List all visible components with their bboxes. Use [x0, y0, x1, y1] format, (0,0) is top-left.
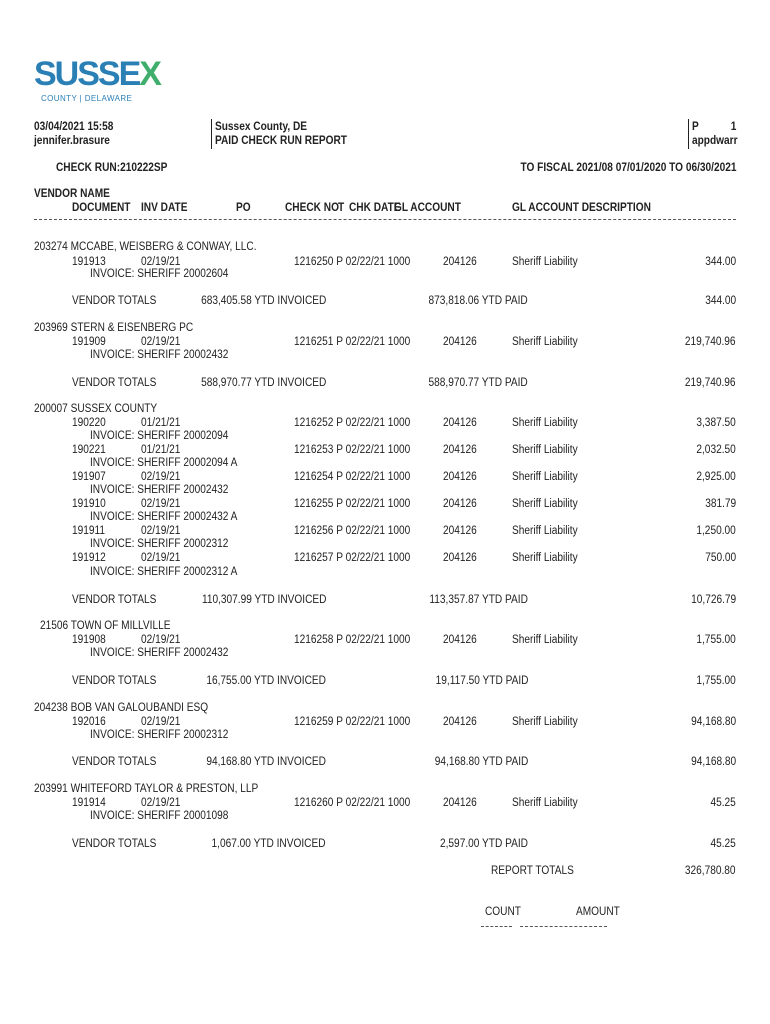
header-divider-left: [211, 119, 212, 149]
ytd-invoiced: 110,307.99 YTD INVOICED: [201, 594, 326, 606]
vendor-header: 204238 BOB VAN GALOUBANDI ESQ: [34, 702, 209, 714]
page-number: 1: [730, 121, 736, 133]
invoice-date: 01/21/21: [141, 417, 181, 429]
fiscal-range: TO FISCAL 2021/08 07/01/2020 TO 06/30/2021: [519, 162, 736, 174]
gl-account: 204126: [443, 444, 477, 456]
document-number: 191909: [72, 336, 106, 348]
gl-account: 204126: [443, 552, 477, 564]
gl-description: Sheriff Liability: [512, 797, 578, 809]
sussex-county-logo: [34, 56, 159, 112]
vendor-header: 200007 SUSSEX COUNTY: [34, 403, 158, 415]
col-vendor-name: VENDOR NAME: [34, 188, 110, 200]
vendor-header: 21506 TOWN OF MILLVILLE: [40, 620, 171, 632]
line-amount: 45.25: [710, 797, 736, 809]
summary-count-label: COUNT: [485, 906, 521, 918]
summary-amount-label: AMOUNT: [576, 906, 620, 918]
gl-description: Sheriff Liability: [512, 471, 578, 483]
gl-description: Sheriff Liability: [512, 498, 578, 510]
report-datetime: 03/04/2021 15:58: [34, 121, 114, 133]
document-number: 190220: [72, 417, 106, 429]
vendor-header: 203991 WHITEFORD TAYLOR & PRESTON, LLP: [34, 783, 259, 795]
page-label: P: [692, 121, 699, 133]
ytd-paid: 94,168.80 YTD PAID: [434, 756, 528, 768]
check-info: 1216255 P 02/22/21 1000: [294, 498, 411, 510]
line-amount: 94,168.80: [690, 716, 736, 728]
col-inv-date: INV DATE: [141, 202, 188, 214]
invoice-reference: INVOICE: SHERIFF 20002604: [90, 268, 229, 280]
line-amount: 2,925.00: [696, 471, 736, 483]
gl-description: Sheriff Liability: [512, 256, 578, 268]
invoice-reference: INVOICE: SHERIFF 20002432 A: [90, 511, 238, 523]
gl-description: Sheriff Liability: [512, 552, 578, 564]
summary-count-rule: [481, 926, 512, 927]
ytd-paid: 588,970.77 YTD PAID: [428, 377, 528, 389]
invoice-reference: INVOICE: SHERIFF 20002312: [90, 729, 229, 741]
document-number: 191907: [72, 471, 106, 483]
vendor-totals-label: VENDOR TOTALS: [72, 756, 157, 768]
summary-amount-rule: [520, 926, 607, 927]
vendor-totals-label: VENDOR TOTALS: [72, 594, 157, 606]
invoice-date: 02/19/21: [141, 498, 181, 510]
vendor-header: 203274 MCCABE, WEISBERG & CONWAY, LLC.: [34, 241, 257, 253]
ytd-paid: 113,357.87 YTD PAID: [429, 594, 528, 606]
check-run-id: CHECK RUN:210222SP: [56, 162, 168, 174]
gl-account: 204126: [443, 634, 477, 646]
col-document: DOCUMENT: [72, 202, 131, 214]
vendor-totals-label: VENDOR TOTALS: [72, 295, 157, 307]
invoice-reference: INVOICE: SHERIFF 20002432: [90, 484, 229, 496]
col-check-no: CHECK NO: [285, 202, 339, 214]
gl-account: 204126: [443, 525, 477, 537]
ytd-paid: 873,818.06 YTD PAID: [428, 295, 528, 307]
gl-account: 204126: [443, 336, 477, 348]
ytd-paid: 19,117.50 YTD PAID: [435, 675, 528, 687]
vendor-header: 203969 STERN & EISENBERG PC: [34, 322, 194, 334]
check-info: 1216256 P 02/22/21 1000: [294, 525, 411, 537]
line-amount: 750.00: [705, 552, 736, 564]
invoice-date: 02/19/21: [141, 525, 181, 537]
invoice-date: 02/19/21: [141, 716, 181, 728]
vendor-total-amount: 94,168.80: [690, 756, 736, 768]
check-info: 1216260 P 02/22/21 1000: [294, 797, 411, 809]
report-user: jennifer.brasure: [34, 135, 110, 147]
ytd-paid: 2,597.00 YTD PAID: [440, 838, 528, 850]
gl-description: Sheriff Liability: [512, 716, 578, 728]
ytd-invoiced: 94,168.80 YTD INVOICED: [206, 756, 326, 768]
document-number: 190221: [72, 444, 106, 456]
gl-account: 204126: [443, 417, 477, 429]
document-number: 191910: [72, 498, 106, 510]
col-po: PO: [236, 202, 251, 214]
gl-description: Sheriff Liability: [512, 336, 578, 348]
gl-account: 204126: [443, 471, 477, 483]
check-info: 1216253 P 02/22/21 1000: [294, 444, 411, 456]
invoice-reference: INVOICE: SHERIFF 20002094 A: [90, 457, 238, 469]
vendor-totals-label: VENDOR TOTALS: [72, 377, 157, 389]
header-divider-right: [688, 119, 689, 149]
gl-description: Sheriff Liability: [512, 525, 578, 537]
check-info: 1216259 P 02/22/21 1000: [294, 716, 411, 728]
line-amount: 1,250.00: [696, 525, 736, 537]
logo-subtitle: COUNTY | DELAWARE: [41, 94, 133, 103]
gl-description: Sheriff Liability: [512, 634, 578, 646]
check-info: 1216254 P 02/22/21 1000: [294, 471, 411, 483]
invoice-date: 02/19/21: [141, 256, 181, 268]
vendor-total-amount: 45.25: [710, 838, 736, 850]
col-gl-description: GL ACCOUNT DESCRIPTION: [512, 202, 651, 214]
gl-account: 204126: [443, 716, 477, 728]
report-totals-amount: 326,780.80: [685, 865, 736, 877]
vendor-total-amount: 1,755.00: [696, 675, 736, 687]
document-number: 191912: [72, 552, 106, 564]
line-amount: 344.00: [705, 256, 736, 268]
line-amount: 381.79: [705, 498, 736, 510]
line-amount: 1,755.00: [696, 634, 736, 646]
gl-description: Sheriff Liability: [512, 444, 578, 456]
vendor-totals-label: VENDOR TOTALS: [72, 838, 157, 850]
invoice-reference: INVOICE: SHERIFF 20002432: [90, 647, 229, 659]
check-info: 1216250 P 02/22/21 1000: [294, 256, 411, 268]
line-amount: 3,387.50: [696, 417, 736, 429]
invoice-reference: INVOICE: SHERIFF 20002432: [90, 349, 229, 361]
document-number: 191911: [72, 525, 106, 537]
col-chk-date: CHK DATE: [349, 202, 401, 214]
invoice-reference: INVOICE: SHERIFF 20002312: [90, 538, 229, 550]
invoice-date: 02/19/21: [141, 471, 181, 483]
invoice-date: 02/19/21: [141, 552, 181, 564]
check-info: 1216257 P 02/22/21 1000: [294, 552, 411, 564]
program-id: appdwarr: [692, 135, 738, 147]
invoice-reference: INVOICE: SHERIFF 20002312 A: [90, 566, 238, 578]
line-amount: 219,740.96: [685, 336, 736, 348]
invoice-date: 02/19/21: [141, 634, 181, 646]
gl-description: Sheriff Liability: [512, 417, 578, 429]
invoice-date: 02/19/21: [141, 797, 181, 809]
check-info: 1216252 P 02/22/21 1000: [294, 417, 411, 429]
document-number: 191913: [72, 256, 106, 268]
invoice-reference: INVOICE: SHERIFF 20001098: [90, 810, 229, 822]
vendor-total-amount: 219,740.96: [685, 377, 736, 389]
document-number: 191908: [72, 634, 106, 646]
invoice-date: 01/21/21: [141, 444, 181, 456]
col-gl-account: GL ACCOUNT: [394, 202, 461, 214]
check-info: 1216251 P 02/22/21 1000: [294, 336, 411, 348]
ytd-invoiced: 16,755.00 YTD INVOICED: [206, 675, 326, 687]
report-totals-label: REPORT TOTALS: [491, 865, 574, 877]
line-amount: 2,032.50: [696, 444, 736, 456]
ytd-invoiced: 588,970.77 YTD INVOICED: [200, 377, 326, 389]
header-rule: [34, 219, 736, 220]
ytd-invoiced: 683,405.58 YTD INVOICED: [200, 295, 326, 307]
ytd-invoiced: 1,067.00 YTD INVOICED: [211, 838, 326, 850]
col-t: T: [338, 202, 345, 214]
organization-name: Sussex County, DE: [215, 121, 308, 133]
vendor-total-amount: 10,726.79: [690, 594, 736, 606]
vendor-total-amount: 344.00: [705, 295, 736, 307]
gl-account: 204126: [443, 498, 477, 510]
invoice-date: 02/19/21: [141, 336, 181, 348]
gl-account: 204126: [443, 256, 477, 268]
gl-account: 204126: [443, 797, 477, 809]
report-title: PAID CHECK RUN REPORT: [215, 135, 347, 147]
invoice-reference: INVOICE: SHERIFF 20002094: [90, 430, 229, 442]
document-number: 191914: [72, 797, 106, 809]
document-number: 192016: [72, 716, 106, 728]
logo-wordmark: SUSSEX: [34, 55, 160, 93]
check-info: 1216258 P 02/22/21 1000: [294, 634, 411, 646]
vendor-totals-label: VENDOR TOTALS: [72, 675, 157, 687]
